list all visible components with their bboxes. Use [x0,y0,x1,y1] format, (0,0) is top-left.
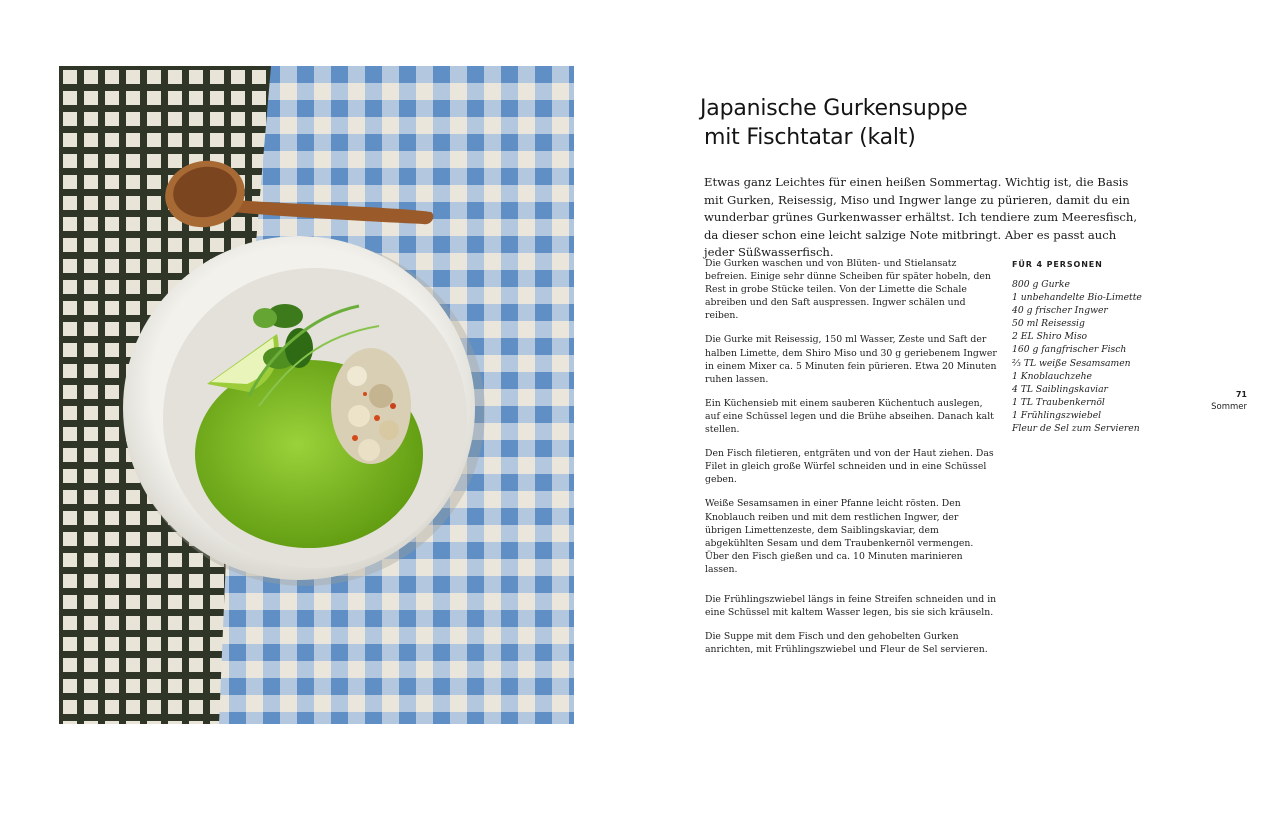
section-label: Sommer [1211,402,1247,412]
page-folio [1211,389,1247,413]
recipe-step: Die Suppe mit dem Fisch und den gehobelten Gurken anrichten, mit Frühlingszwiebel und Fleur de Sel servieren. [705,631,988,656]
recipe-step: Ein Küchensieb mit einem sauberen Küchentuch auslegen, auf eine Schüssel legen und die Brühe abseihen. Danach kalt stellen. [705,397,994,436]
ingredient-item: Fleur de Sel zum Servieren [1012,423,1140,435]
recipe-title [700,94,1120,152]
ingredient-item: 4 TL Saiblingskaviar [1012,383,1108,395]
ingredient-item: 2 EL Shiro Miso [1012,331,1088,343]
recipe-title-line2: mit Fischtatar (kalt) [704,125,916,150]
ingredient-item: 50 ml Reisessig [1012,318,1085,330]
page-number: 71 [1235,390,1247,399]
recipe-step: Die Gurke mit Reisessig, 150 ml Wasser, Zeste und Saft der halben Limette, dem Shiro Miso und 30 g geriebenem Ingwer in einem Mixer ca. 5 Minuten fein pürieren. Etwa 20 Minuten ruhen lassen. [705,334,997,385]
ingredients-list [1012,259,1172,435]
ingredient-item: 800 g Gurke [1012,279,1070,290]
ingredients-heading: FÜR 4 PERSONEN [1012,260,1103,269]
recipe-step: Weiße Sesamsamen in einer Pfanne leicht rösten. Den Knoblauch reiben und mit dem restlichen Ingwer, der übrigen Limettenzeste, dem Saiblingskaviar, dem abgekühlten Sesam und dem Traubenkernöl vermengen. Über den Fisch gießen und ca. 10 Minuten marinieren lassen. [705,498,974,575]
recipe-step: Die Gurken waschen und von Blüten- und Stielansatz befreien. Einige sehr dünne Scheiben für später hobeln, den Rest in grobe Stücke teilen. Von der Limette die Schale abreiben und den Saft auspressen. Ingwer schälen und reiben. [705,258,991,322]
ingredient-item: 1 Frühlingszwiebel [1012,409,1102,421]
recipe-title-line1: Japanische Gurkensuppe [700,96,968,121]
ingredient-item: 1 Knoblauchzehe [1012,370,1092,382]
recipe-intro: Etwas ganz Leichtes für einen heißen Sommertag. Wichtig ist, die Basis mit Gurken, Reisessig, Miso und Ingwer lange zu pürieren, damit du ein wunderbar grünes Gurkenwasser erhältst. Ich tendiere zum Meeresfisch, da dieser schon eine leicht salzige Note mitbringt. Aber es passt auch jeder Süßwasserfisch. [704,175,1138,260]
recipe-steps [705,257,997,667]
ingredient-item: ⅔ TL weiße Sesamsamen [1012,357,1131,369]
recipe-photo [59,66,574,724]
ingredient-item: 1 unbehandelte Bio-Limette [1012,292,1142,304]
tartare-shape [331,348,411,464]
recipe-step: Den Fisch filetieren, entgräten und von der Haut ziehen. Das Filet in gleich große Würfel schneiden und in eine Schüssel geben. [705,448,994,486]
ingredient-item: 40 g frischer Ingwer [1012,305,1108,317]
ingredient-item: 160 g fangfrischer Fisch [1012,344,1127,356]
ingredient-item: 1 TL Traubenkernöl [1012,396,1105,408]
recipe-step: Die Frühlingszwiebel längs in feine Streifen schneiden und in eine Schüssel mit kaltem Wasser legen, bis sie sich kräuseln. [705,593,997,619]
